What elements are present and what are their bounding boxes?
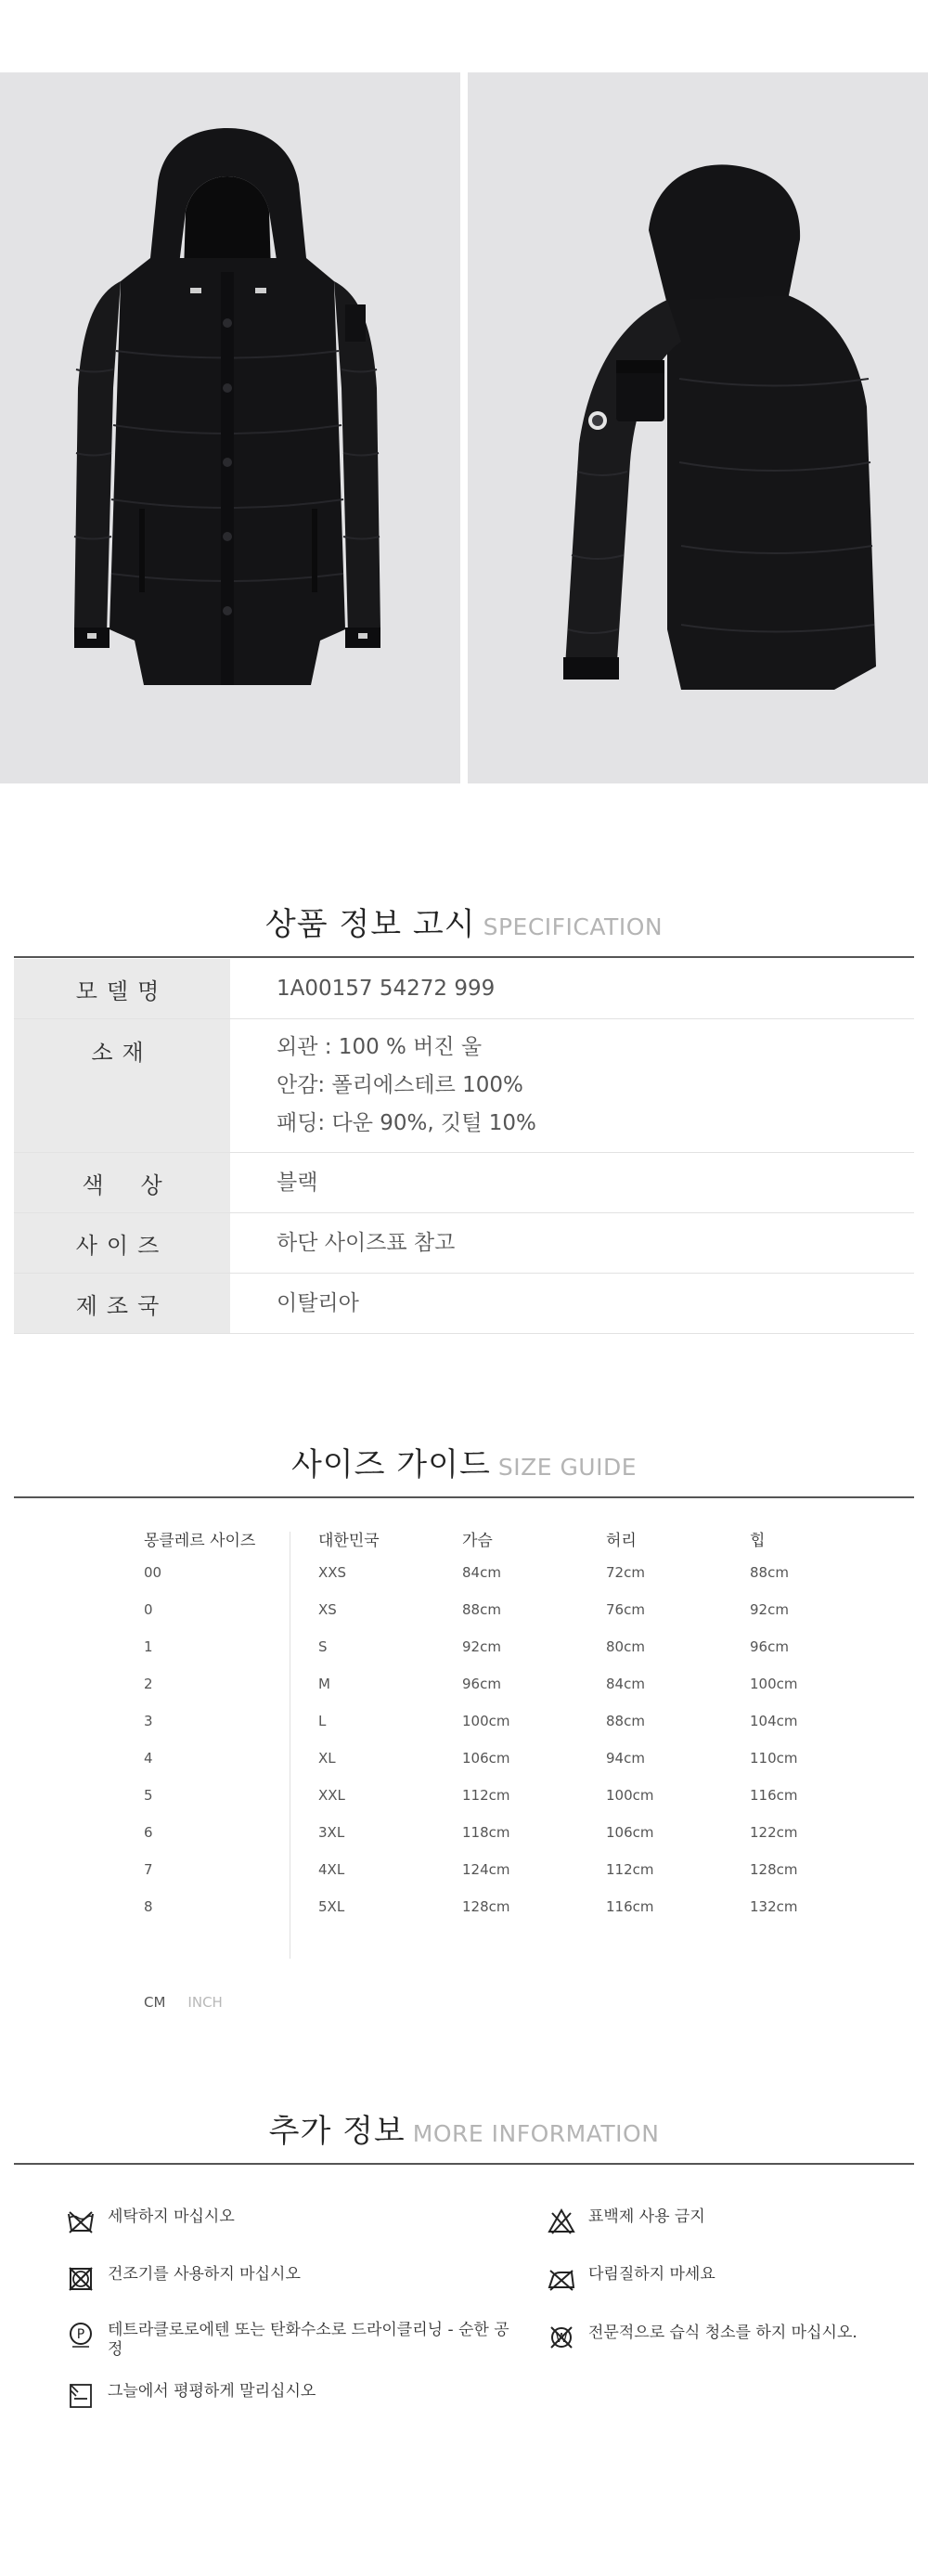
do-not-wash-icon xyxy=(67,2207,95,2235)
size-header: 가슴 xyxy=(462,1532,493,1550)
spec-value-line: 외관 : 100 % 버진 울 xyxy=(277,1035,483,1059)
spec-label: 모델명 xyxy=(14,959,230,1018)
size-header: 힙 xyxy=(750,1532,766,1550)
unit-inch-button[interactable]: INCH xyxy=(187,1994,223,2011)
spec-label: 제조국 xyxy=(14,1274,230,1333)
svg-text:P: P xyxy=(76,2327,85,2342)
size-cell: 106cm xyxy=(462,1750,510,1767)
spec-row-origin xyxy=(14,1274,914,1334)
more-info-title-en: MORE INFORMATION xyxy=(412,2120,660,2147)
spec-row-material xyxy=(14,1019,914,1153)
size-cell: 76cm xyxy=(606,1601,645,1618)
front-view-photo xyxy=(0,72,460,783)
care-text: 건조기를 사용하지 마십시오 xyxy=(108,2265,301,2284)
spec-value-line: 패딩: 다운 90%, 깃털 10% xyxy=(277,1111,536,1135)
size-cell: 84cm xyxy=(462,1564,501,1581)
size-cell: 92cm xyxy=(750,1601,789,1618)
spec-title-ko: 상품 정보 고시 xyxy=(264,906,476,943)
size-cell: XXS xyxy=(318,1564,347,1581)
jacket-side-image xyxy=(468,72,928,783)
size-guide-heading-rule xyxy=(14,1496,914,1498)
size-cell: 128cm xyxy=(750,1861,798,1878)
size-cell: 8 xyxy=(144,1898,153,1915)
size-cell: 128cm xyxy=(462,1898,510,1915)
size-cell: XL xyxy=(318,1750,336,1767)
size-cell: 116cm xyxy=(750,1787,798,1804)
size-header: 허리 xyxy=(606,1532,637,1550)
unit-cm-button[interactable]: CM xyxy=(144,1994,166,2011)
size-column-korea xyxy=(318,1527,380,1935)
more-info-title-ko: 추가 정보 xyxy=(268,2113,406,2150)
product-photos xyxy=(0,72,928,783)
size-cell: 122cm xyxy=(750,1824,798,1841)
spec-value-line: 블랙 xyxy=(277,1170,318,1195)
size-cell: 96cm xyxy=(750,1638,789,1655)
size-header: 대한민국 xyxy=(318,1532,380,1550)
size-cell: 80cm xyxy=(606,1638,645,1655)
care-item-dry-clean xyxy=(67,2321,522,2360)
more-info-heading-rule xyxy=(14,2163,914,2165)
size-cell: L xyxy=(318,1713,327,1729)
size-column-hip xyxy=(750,1527,798,1935)
spec-value-line: 1A00157 54272 999 xyxy=(277,976,496,1001)
do-not-bleach-icon xyxy=(548,2207,575,2235)
size-cell: 112cm xyxy=(462,1787,510,1804)
size-cell: 112cm xyxy=(606,1861,654,1878)
size-cell: 5XL xyxy=(318,1898,345,1915)
size-cell: 88cm xyxy=(462,1601,501,1618)
size-cell: 88cm xyxy=(750,1564,789,1581)
care-text: 전문적으로 습식 청소를 하지 마십시오. xyxy=(588,2324,857,2342)
care-item-no-wet-clean xyxy=(548,2324,900,2351)
spec-row-color xyxy=(14,1153,914,1213)
care-item-do-not-tumble-dry xyxy=(67,2265,494,2293)
size-column-waist xyxy=(606,1527,654,1935)
spec-value xyxy=(230,1019,914,1152)
spec-value xyxy=(230,959,914,1018)
size-cell: 5 xyxy=(144,1787,153,1804)
spec-label: 색상 xyxy=(14,1153,230,1212)
size-header: 몽클레르 사이즈 xyxy=(144,1532,256,1550)
care-text: 다림질하지 마세요 xyxy=(588,2265,715,2284)
spec-row-model xyxy=(14,959,914,1019)
size-cell: 118cm xyxy=(462,1824,510,1841)
size-cell: 84cm xyxy=(606,1676,645,1692)
spec-label: 사이즈 xyxy=(14,1213,230,1273)
size-cell: 6 xyxy=(144,1824,153,1841)
size-cell: XXL xyxy=(318,1787,345,1804)
size-cell: 110cm xyxy=(750,1750,798,1767)
do-not-tumble-dry-icon xyxy=(67,2265,95,2293)
size-cell: 2 xyxy=(144,1676,153,1692)
size-cell: 124cm xyxy=(462,1861,510,1878)
size-guide-title-en: SIZE GUIDE xyxy=(497,1454,638,1481)
spec-heading xyxy=(0,899,928,944)
side-view-photo xyxy=(468,72,928,783)
care-text: 그늘에서 평평하게 말리십시오 xyxy=(108,2382,316,2401)
svg-text:W: W xyxy=(555,2332,568,2346)
spec-table xyxy=(14,959,914,1334)
size-cell: 92cm xyxy=(462,1638,501,1655)
care-item-dry-flat-shade xyxy=(67,2382,494,2410)
care-item-do-not-wash xyxy=(67,2207,494,2235)
size-cell: 96cm xyxy=(462,1676,501,1692)
size-cell: 3 xyxy=(144,1713,153,1729)
size-cell: 0 xyxy=(144,1601,153,1618)
size-cell: 3XL xyxy=(318,1824,345,1841)
spec-row-size xyxy=(14,1213,914,1274)
size-column-chest xyxy=(462,1527,510,1935)
do-not-iron-icon xyxy=(548,2265,575,2293)
spec-title-en: SPECIFICATION xyxy=(483,913,664,940)
size-cell: 132cm xyxy=(750,1898,798,1915)
more-info-heading xyxy=(0,2105,928,2151)
size-cell: 1 xyxy=(144,1638,153,1655)
dry-flat-shade-icon xyxy=(67,2382,95,2410)
spec-value-line: 하단 사이즈표 참고 xyxy=(277,1230,456,1255)
dry-clean-p-icon xyxy=(67,2321,95,2349)
spec-value-line: 이탈리아 xyxy=(277,1290,359,1315)
care-text: 표백제 사용 금지 xyxy=(588,2207,705,2226)
unit-toggle xyxy=(144,1994,245,2011)
size-cell: XS xyxy=(318,1601,337,1618)
size-cell: 4XL xyxy=(318,1861,345,1878)
no-professional-wet-clean-icon xyxy=(548,2324,575,2351)
size-cell: 00 xyxy=(144,1564,162,1581)
spec-heading-rule xyxy=(14,956,914,958)
spec-value xyxy=(230,1213,914,1273)
size-cell: 94cm xyxy=(606,1750,645,1767)
size-guide-title-ko: 사이즈 가이드 xyxy=(290,1446,491,1483)
size-cell: 7 xyxy=(144,1861,153,1878)
size-cell: 4 xyxy=(144,1750,153,1767)
care-text: 세탁하지 마십시오 xyxy=(108,2207,235,2226)
care-item-do-not-bleach xyxy=(548,2207,882,2235)
size-cell: 100cm xyxy=(750,1676,798,1692)
size-cell: 88cm xyxy=(606,1713,645,1729)
spec-value xyxy=(230,1274,914,1333)
size-cell: 100cm xyxy=(462,1713,510,1729)
care-item-do-not-iron xyxy=(548,2265,882,2293)
spec-label: 소재 xyxy=(14,1019,230,1152)
spec-value-line: 안감: 폴리에스테르 100% xyxy=(277,1073,523,1097)
size-cell: 106cm xyxy=(606,1824,654,1841)
care-text: 테트라클로로에텐 또는 탄화수소로 드라이클리닝 - 순한 공정 xyxy=(108,2321,509,2359)
size-cell: 72cm xyxy=(606,1564,645,1581)
size-cell: 116cm xyxy=(606,1898,654,1915)
size-cell: 104cm xyxy=(750,1713,798,1729)
spec-value xyxy=(230,1153,914,1212)
size-column-moncler xyxy=(144,1527,255,1935)
jacket-front-image xyxy=(0,72,460,783)
size-cell: 100cm xyxy=(606,1787,654,1804)
size-guide-heading xyxy=(0,1439,928,1484)
size-cell: M xyxy=(318,1676,330,1692)
size-cell: S xyxy=(318,1638,328,1655)
